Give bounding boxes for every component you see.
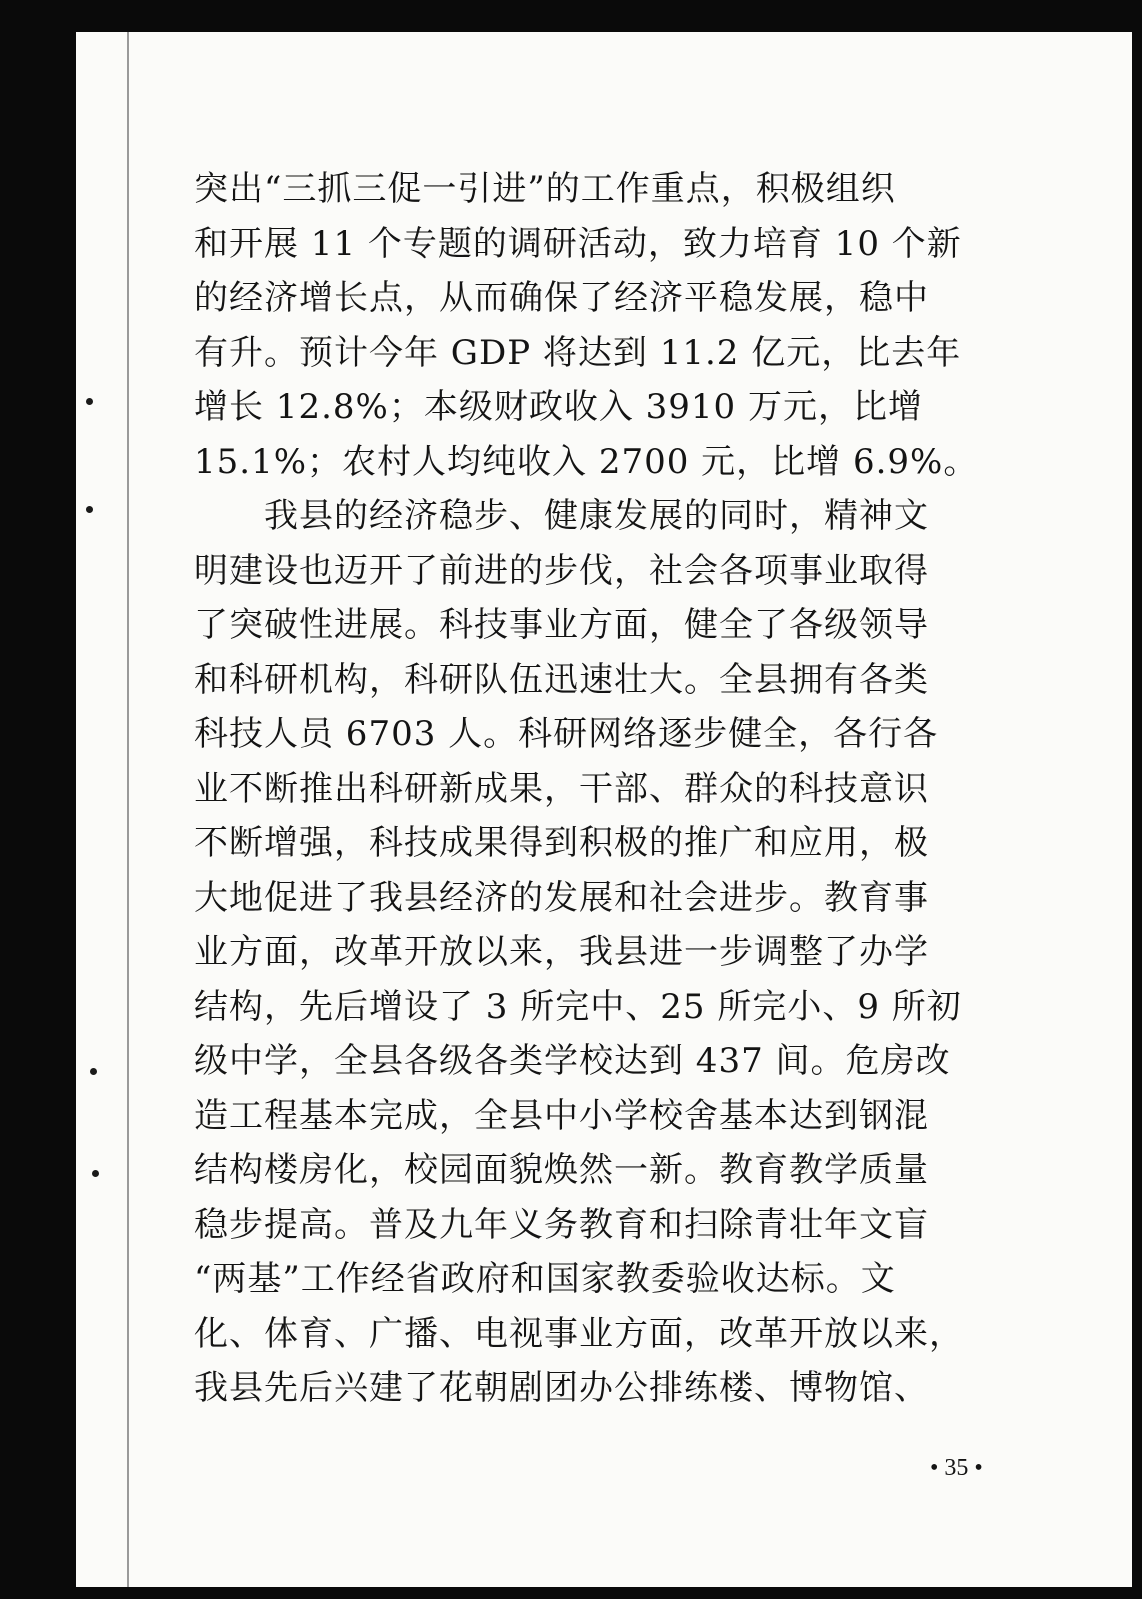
text-line: 15.1%；农村人均纯收入 2700 元，比增 6.9%。 [194, 441, 979, 482]
text-line: 级中学，全县各级各类学校达到 437 间。危房改 [194, 1041, 951, 1081]
body-text [194, 162, 1024, 1416]
scan-border-right [1132, 0, 1142, 1599]
text-line: 造工程基本完成，全县中小学校舍基本达到钢混 [194, 1095, 929, 1136]
text-line: “两基”工作经省政府和国家教委验收达标。文 [194, 1259, 896, 1299]
text-line: 有升。预计今年 GDP 将达到 11.2 亿元，比去年 [194, 332, 962, 373]
scan-border-top [0, 0, 1142, 32]
scan-border-left [0, 0, 76, 1599]
text-line: 大地促进了我县经济的发展和社会进步。教育事 [194, 877, 929, 918]
text-line: 的经济增长点，从而确保了经济平稳发展，稳中 [194, 278, 929, 318]
punch-hole-mark [90, 1068, 97, 1075]
text-line: 科技人员 6703 人。科研网络逐步健全，各行各 [194, 714, 939, 754]
text-line: 业方面，改革开放以来，我县进一步调整了办学 [194, 932, 929, 972]
text-line: 不断增强，科技成果得到积极的推广和应用，极 [194, 823, 929, 863]
text-line: 增长 12.8%；本级财政收入 3910 万元，比增 [194, 387, 923, 427]
text-line: 结构楼房化，校园面貌焕然一新。教育教学质量 [194, 1150, 929, 1190]
text-line: 了突破性进展。科技事业方面，健全了各级领导 [194, 605, 929, 645]
text-line: 明建设也迈开了前进的步伐，社会各项事业取得 [194, 550, 929, 591]
text-line: 我县先后兴建了花朝剧团办公排练楼、博物馆、 [194, 1368, 929, 1408]
scan-border-bottom [0, 1587, 1142, 1599]
punch-hole-mark [86, 506, 93, 513]
text-line: 稳步提高。普及九年义务教育和扫除青壮年文盲 [194, 1204, 929, 1245]
punch-hole-mark [86, 398, 93, 405]
text-line: 结构，先后增设了 3 所完中、25 所完小、9 所初 [194, 986, 962, 1027]
paragraph-start-line: 我县的经济稳步、健康发展的同时，精神文 [264, 496, 929, 536]
text-line: 和科研机构，科研队伍迅速壮大。全县拥有各类 [194, 659, 929, 700]
text-line: 化、体育、广播、电视事业方面，改革开放以来， [194, 1313, 964, 1354]
punch-hole-mark [92, 1170, 99, 1177]
text-line: 突出“三抓三促一引进”的工作重点，积极组织 [194, 169, 896, 209]
text-line: 和开展 11 个专题的调研活动，致力培育 10 个新 [194, 223, 962, 264]
text-line: 业不断推出科研新成果，干部、群众的科技意识 [194, 768, 929, 809]
binding-gutter-line [127, 32, 129, 1587]
page-number: • 35 • [930, 1455, 983, 1481]
